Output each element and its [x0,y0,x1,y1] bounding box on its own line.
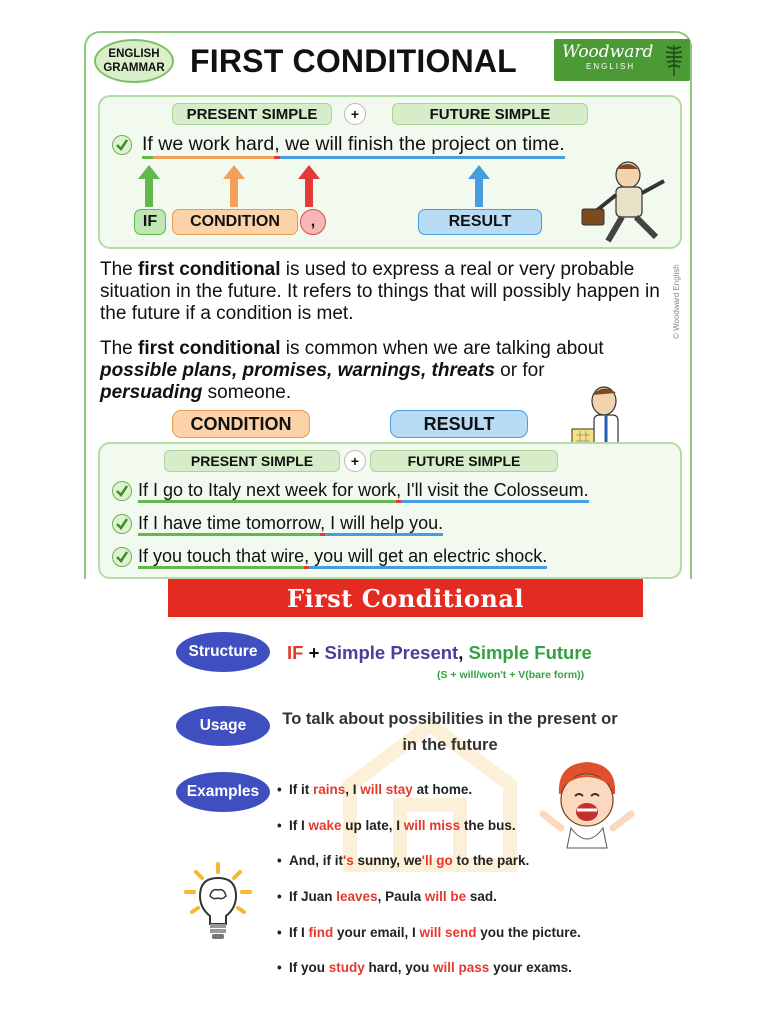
fern-icon [664,43,684,77]
para1-bold: first conditional [138,259,281,280]
bullet-text: If Juan [289,889,337,904]
structure-if: IF [287,642,304,663]
bullet-text: sad. [466,889,497,904]
structure-comma: , [458,642,469,663]
bullet-highlight: will miss [403,818,461,833]
bullet-highlight: leaves [336,889,378,904]
usage-text: To talk about possibilities in the present or in the future [282,710,618,754]
para1-a: The [100,259,139,280]
check-icon [112,481,132,501]
bullet-text: the bus. [460,818,516,833]
para2-e: or for [494,360,545,381]
paragraph-definition [100,259,680,325]
example-result: I will help you. [325,513,443,536]
future-simple-pill: FUTURE SIMPLE [392,103,588,125]
list-item: • If you study hard, you will pass your exams. [277,960,572,975]
bullet-text: , I [345,782,361,797]
bullet-text: And, if it [289,853,343,868]
paragraph-usage [100,338,640,404]
list-item: • If Juan leaves, Paula will be sad. [277,889,497,904]
structure-future: Simple Future [468,642,592,663]
tag-if: IF [134,209,166,235]
laughing-kid-illustration [537,758,637,850]
para2-g: someone. [202,382,292,403]
check-icon [112,135,132,155]
structure-present: Simple Present [324,642,459,663]
badge-line-2: GRAMMAR [103,62,165,74]
plus-sign-2: + [344,450,366,472]
bullet-text: If I [289,925,309,940]
example-condition: If you touch that wire [138,546,304,569]
example-condition: If I have time tomorrow [138,513,320,536]
example-result: you will get an electric shock. [309,546,547,569]
para2-bold: first conditional [138,338,281,359]
para1-c: is used to express a real or very probable situation in the future. It refers to things that will possibly happen in the future if a condition is met. [100,259,660,324]
badge-line-1: ENGLISH [108,48,160,60]
check-icon [112,514,132,534]
result-label: RESULT [390,410,528,438]
bullet-highlight: will stay [360,782,413,797]
usage-label: Usage [176,706,270,746]
examples-label: Examples [176,772,270,812]
if-part: If [142,133,153,159]
para2-a: The [100,338,139,359]
para2-italic-1: possible plans, promises, warnings, threats [100,360,495,381]
arrow-up-green-icon [138,165,160,207]
structure-label: Structure [176,632,270,672]
bullet-text: sunny, we [353,853,422,868]
structure-plus: + [303,642,325,663]
example-line-1 [138,480,589,501]
present-simple-pill: PRESENT SIMPLE [172,103,332,125]
bullet-text: If you [289,960,329,975]
list-item: • And, if it's sunny, we'll go to the park. [277,853,530,868]
future-simple-pill-2: FUTURE SIMPLE [370,450,558,472]
examples-panel [98,442,682,579]
bullet-highlight: 'll go [421,853,453,868]
example-line-2 [138,513,443,534]
banner-title: First Conditional [168,579,643,617]
bullet-highlight: will send [419,925,477,940]
example-result: I'll visit the Colosseum. [401,480,589,503]
copyright-watermark: © Woodward English [672,264,681,339]
bullet-text: you the picture. [476,925,581,940]
condition-label: CONDITION [172,410,310,438]
structure-detail: (S + will/won't + V(bare form)) [437,669,585,681]
tag-result: RESULT [418,209,542,235]
lightbulb-icon [182,860,254,944]
tag-comma: , [300,209,326,235]
example-comma: , [304,546,309,569]
present-simple-pill-2: PRESENT SIMPLE [164,450,340,472]
logo-sub: ENGLISH [586,62,636,71]
bullet-text: up late, I [341,818,404,833]
example-comma: , [320,513,325,536]
bullet-text: at home. [412,782,473,797]
example-condition: If I go to Italy next week for work [138,480,396,503]
example-line-3 [138,546,547,567]
english-grammar-badge [94,39,174,83]
formula-panel [98,95,682,249]
para2-italic-2: persuading [100,382,203,403]
bullet-text: your exams. [489,960,572,975]
tag-condition: CONDITION [172,209,298,235]
list-item: • If it rains, I will stay at home. [277,782,473,797]
arrow-up-orange-icon [223,165,245,207]
bullet-text: hard, you [364,960,434,975]
bullet-highlight: find [308,925,334,940]
bullet-text: , Paula [377,889,425,904]
bullet-highlight: wake [308,818,342,833]
arrow-up-blue-icon [468,165,490,207]
example-comma: , [396,480,401,503]
bullet-text: your email, I [333,925,420,940]
bullet-text: to the park. [452,853,530,868]
bullet-highlight: will be [424,889,467,904]
woodward-logo [554,39,690,81]
condition-part: we work hard [153,133,274,159]
example-sentence [142,133,565,159]
bullet-text: If I [289,818,309,833]
para2-c: is common when we are talking about [280,338,604,359]
list-item: • If I wake up late, I will miss the bus. [277,818,516,833]
bullet-highlight: study [328,960,365,975]
comma-part: , [274,133,279,159]
arrow-up-red-icon [298,165,320,207]
page-title: FIRST CONDITIONAL [190,43,517,79]
list-item: • If I find your email, I will send you the picture. [277,925,581,940]
plus-sign: + [344,103,366,125]
logo-brand: Woodward [562,42,654,62]
bullet-highlight: will pass [433,960,490,975]
structure-formula [287,642,592,664]
check-icon [112,547,132,567]
bullet-text: If it [289,782,313,797]
businessman-illustration [576,159,676,245]
woodward-infographic [84,31,692,579]
bullet-highlight: 's [343,853,354,868]
result-part: we will finish the project on time. [280,133,565,159]
bullet-highlight: rains [313,782,346,797]
